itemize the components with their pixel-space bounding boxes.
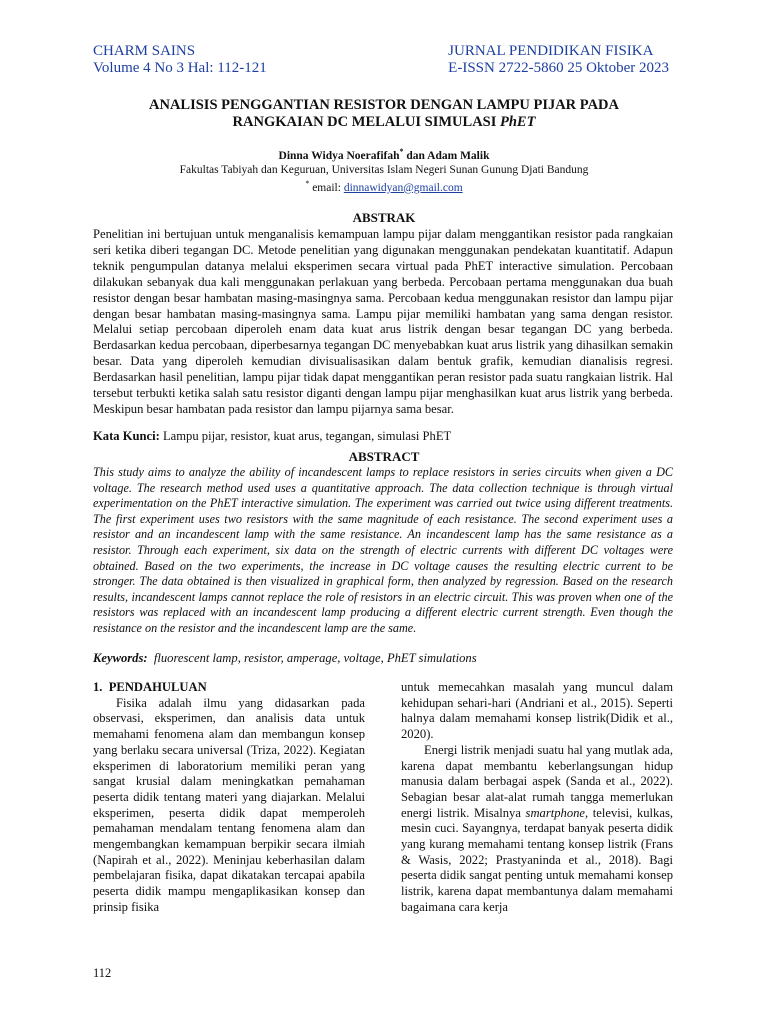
author-names: Dinna Widya Noerafifah* dan Adam Malik bbox=[278, 147, 490, 162]
section-heading-pendahuluan: 1. PENDAHULUAN bbox=[93, 680, 207, 694]
affiliation: Fakultas Tabiyah dan Keguruan, Universitas Islam Negeri Sunan Gunung Djati Bandung bbox=[179, 163, 589, 176]
volume-info: Volume 4 No 3 Hal: 112-121 bbox=[93, 60, 267, 76]
keywords: Keywords: fluorescent lamp, resistor, amperage, voltage, PhET simulations bbox=[93, 651, 477, 665]
right-paragraph-1: untuk memecahkan masalah yang muncul dalam kehidupan sehari-hari (Andriani et al., 2015). Seperti halnya dalam memahami konsep listrik(Didik et al., 2020). bbox=[401, 680, 673, 742]
kata-kunci: Kata Kunci: Lampu pijar, resistor, kuat arus, tegangan, simulasi PhET bbox=[93, 429, 452, 443]
author-block bbox=[90, 145, 678, 195]
abstract-heading: ABSTRACT bbox=[348, 449, 420, 464]
abstract-text: This study aims to analyze the ability of incandescent lamps to replace resistors in series circuits when given a DC voltage. The research method used uses a quantitative approach. The data collection technique is through virtual experimentation on the PhET interactive simulation. The experiment was carried out twice using different treatments. The first experiment uses two resistors with the same magnitude of each resistance. The second experiment uses a resistor and an incandescent lamp with the same resistance. An incandescent lamp has the same resistance as a resistor. Through each experiment, six data on the strength of electric currents with different DC voltages were obtained. Based on the two experiments, the increase in DC voltage causes the resulting electric current to be stronger. The data obtained is then visualized in graphical form, then analyzed by regression. Based on the research results, incandescent lamps cannot replace the role of resistors in an electric circuit. This was proven when one of the resistors was replaced with an incandescent lamp producing a different electric current strength. Even though the resistance on the resistor and the incandescent lamp are the same. bbox=[93, 465, 673, 635]
journal-name-left: CHARM SAINS bbox=[93, 43, 196, 59]
header-right bbox=[448, 43, 669, 77]
issn-date: E-ISSN 2722-5860 25 Oktober 2023 bbox=[448, 60, 669, 76]
journal-name-right: JURNAL PENDIDIKAN FISIKA bbox=[448, 43, 654, 59]
title-line-1: ANALISIS PENGGANTIAN RESISTOR DENGAN LAMPU PIJAR PADA bbox=[149, 97, 619, 113]
right-column bbox=[401, 680, 673, 916]
right-paragraph-2: Energi listrik menjadi suatu hal yang mutlak ada, karena dapat membantu keberlangsungan hidup manusia dalam berbagai aspek (Sanda et al., 2022). Sebagian besar alat-alat rumah tangga memerlukan energi listrik. Misalnya smartphone, televisi, kulkas, mesin cuci. Sayangnya, terdapat banyak peserta didik yang kurang memahami tentang konsep listrik (Frans & Wasis, 2022; Prastyaninda et al., 2018). Bagi peserta didik sangat penting untuk memahami konsep listrik, karena dapat membantunya dalam memahami bagaimana cara kerja bbox=[401, 742, 673, 914]
abstrak-text: Penelitian ini bertujuan untuk menganalisis kemampuan lampu pijar dalam menggantikan resistor pada rangkaian seri ketika diberi tegangan DC. Metode penelitian yang digunakan menggunakan pendekatan kuantitatif. Adapun teknik pengumpulan datanya melalui eksperimen secara virtual pada PhET interactive simulation. Percobaan dilakukan sebanyak dua kali menggunakan perlakuan yang berbeda. Percobaan pertama menggunakan dua buah resistor dengan besar hambatan masing-masingnya sama. Percobaan kedua menggunakan resistor dan lampu pijar dengan besar hambatan masing-masingnya sama. Lampu pijar memiliki hambatan yang sama dengan resistor. Melalui setiap percobaan diperoleh enam data kuat arus listrik dengan besar tegangan DC yang berbeda. Berdasarkan kedua percobaan, diperbesarnya tegangan DC menyebabkan kuat arus listrik yang dihasilkan semakin besar. Data yang diperoleh kemudian divisualisasikan dalam bentuk grafik, kemudian dianalisis regresi. Berdasarkan hasil penelitian, lampu pijar tidak dapat menggantikan peran resistor pada suatu rangkaian listrik. Hal tersebut terbukti ketika salah satu resistor diganti dengan lampu pijar menghasilkan kuat arus listrik yang berbeda. Meskipun besar hambatan pada resistor dan lampu pijarnya sama besar. bbox=[93, 227, 673, 416]
abstrak-heading: ABSTRAK bbox=[352, 210, 416, 225]
page-number: 112 bbox=[93, 966, 112, 980]
paper-title bbox=[90, 97, 678, 131]
left-column bbox=[93, 680, 365, 916]
left-paragraph-1: Fisika adalah ilmu yang didasarkan pada observasi, eksperimen, dan analisis data untuk memahami fenomena alam dan membangun konsep yang berlaku secara universal (Triza, 2022). Kegiatan eksperimen di laboratorium memiliki peran yang sangat krusial dalam meningkatkan pemahaman peserta didik tentang materi yang diajarkan. Melalui eksperimen, peserta didik dapat memperoleh pemahaman mendalam tentang fenomena alam dan mengembangkan kemampuan berpikir secara ilmiah (Napirah et al., 2022). Meninjau keberhasilan dalam pembelajaran fisika, dapat dikatakan tercapai apabila peserta didik mampu mengaplikasikan konsep dan prinsip fisika bbox=[93, 695, 365, 914]
header-left bbox=[93, 43, 267, 77]
title-line-2: RANGKAIAN DC MELALUI SIMULASI PhET bbox=[232, 114, 536, 130]
title-phet: PhET bbox=[500, 114, 536, 130]
email-line: * email: dinnawidyan@gmail.com bbox=[305, 178, 463, 194]
email-link[interactable]: dinnawidyan@gmail.com bbox=[343, 181, 463, 194]
